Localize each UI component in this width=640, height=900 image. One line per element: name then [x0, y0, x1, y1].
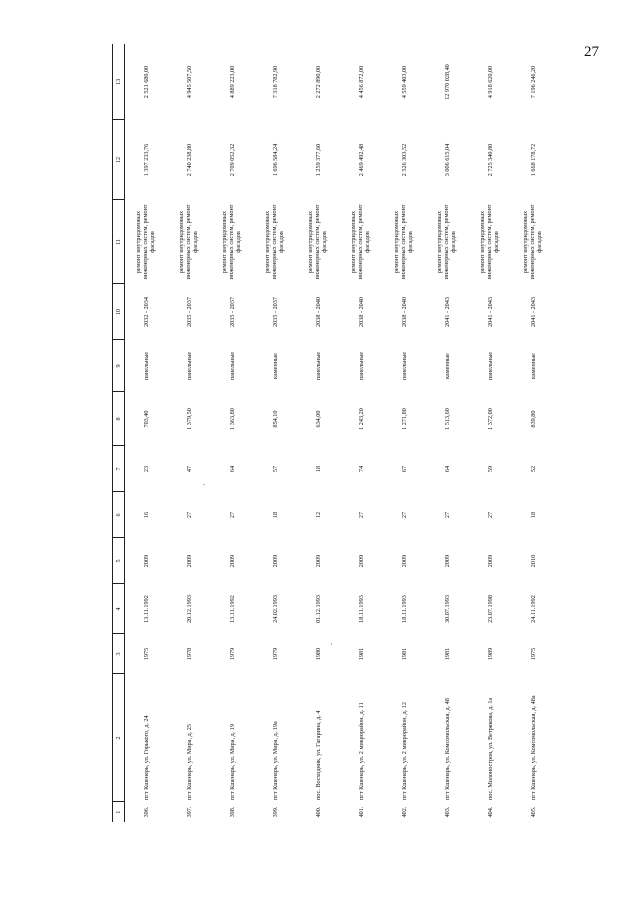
column-6-cell: 27 — [357, 511, 365, 519]
address-cell: пгт Кшенарь, ул. Мира, д. 19 — [228, 724, 236, 800]
column-6-cell: 27 — [443, 511, 451, 519]
year-cell: 2010 — [529, 554, 537, 568]
total-cost-cell: 12 970 028,40 — [443, 64, 451, 100]
repair-period-cell: 2041 - 2043 — [529, 297, 537, 327]
work-type-cell: ремонт внутридомовых инженерных систем, ремонт фасадов — [436, 204, 457, 280]
column-7-cell: 18 — [314, 465, 322, 473]
scan-speck: . — [203, 478, 205, 487]
year-cell: 2009 — [228, 554, 236, 568]
year-built-cell: 1979 — [271, 647, 279, 661]
address-cell: пгт Кшенарь, ул. Мира, д. 19а — [271, 721, 279, 800]
cost-cell: 1 259 377,60 — [314, 143, 322, 177]
wall-material-cell: каменные — [271, 353, 279, 379]
cost-cell: 2 526 303,52 — [400, 143, 408, 177]
year-built-cell: 1980 — [314, 647, 322, 661]
wall-material-cell: панельные — [314, 351, 322, 381]
year-built-cell: 1979 — [228, 647, 236, 661]
address-cell: пгт Кшенарь, ул. Комсомольская, д. 48 — [443, 698, 451, 800]
repair-period-cell: 2035 - 2037 — [185, 297, 193, 327]
year-built-cell: 1975 — [529, 647, 537, 661]
year-cell: 2009 — [185, 554, 193, 568]
column-7-cell: 52 — [529, 465, 537, 473]
cost-cell: 2 469 492,48 — [357, 143, 365, 177]
column-header-5: 5 — [113, 538, 125, 584]
wall-material-cell: каменные — [443, 353, 451, 379]
area-cell: 839,80 — [529, 410, 537, 428]
row-number: 402. — [400, 806, 408, 818]
date-cell: 23.07.1998 — [486, 595, 494, 623]
column-7-cell: 57 — [271, 465, 279, 473]
column-7-cell: 59 — [486, 465, 494, 473]
work-type-cell: ремонт внутридомовых инженерных систем, ремонт фасадов — [307, 204, 328, 280]
column-header-13: 13 — [113, 44, 125, 120]
column-header-9: 9 — [113, 340, 125, 392]
table-row — [211, 44, 254, 822]
column-6-cell: 18 — [271, 511, 279, 519]
table-row — [125, 44, 169, 822]
column-7-cell: 64 — [228, 465, 236, 473]
table-row — [426, 44, 469, 822]
work-type-cell: ремонт внутридомовых инженерных систем, ремонт фасадов — [178, 204, 199, 280]
column-6-cell: 27 — [486, 511, 494, 519]
year-built-cell: 1981 — [400, 647, 408, 661]
table-row — [340, 44, 383, 822]
address-cell: пос. Молоностроя, ул. Ветрякова, д. 1а — [486, 697, 494, 800]
total-cost-cell: 7 196 246,20 — [529, 65, 537, 99]
date-cell: 24.11.1992 — [529, 595, 537, 623]
address-cell: пгт Кшенарь, ул. Горького, д. 24 — [142, 715, 150, 800]
date-cell: 24.02.1993 — [271, 595, 279, 623]
year-cell: 2009 — [443, 554, 451, 568]
cost-cell: 2 740 238,80 — [185, 143, 193, 177]
wall-material-cell: панельные — [486, 351, 494, 381]
total-cost-cell: 4 918 620,00 — [486, 65, 494, 99]
wall-material-cell: панельные — [357, 351, 365, 381]
column-7-cell: 47 — [185, 465, 193, 473]
column-6-cell: 16 — [142, 511, 150, 519]
area-cell: 1 363,80 — [228, 408, 236, 430]
work-type-cell: ремонт внутридомовых инженерных систем, ремонт фасадов — [522, 204, 543, 280]
work-type-cell: ремонт внутридомовых инженерных систем, ремонт фасадов — [350, 204, 371, 280]
date-cell: 30.07.1993 — [443, 595, 451, 623]
year-built-cell: 1981 — [357, 647, 365, 661]
wall-material-cell: панельные — [185, 351, 193, 381]
scan-speck: · — [330, 640, 333, 649]
table-row — [383, 44, 426, 822]
repair-period-cell: 2035 - 2037 — [228, 297, 236, 327]
column-7-cell: 64 — [443, 465, 451, 473]
row-number: 400. — [314, 806, 322, 818]
area-cell: 854,10 — [271, 410, 279, 428]
row-number: 396. — [142, 806, 150, 818]
address-cell: пгт Кшенарь, ул. Мира, д. 25 — [185, 724, 193, 800]
area-cell: 1 379,50 — [185, 408, 193, 430]
column-header-8: 8 — [113, 392, 125, 446]
address-cell: пгт Кшенарь, ул. Комсомольская, д. 48а — [529, 695, 537, 800]
date-cell: 13.11.1992 — [228, 595, 236, 623]
year-built-cell: 1975 — [142, 647, 150, 661]
column-6-cell: 27 — [228, 511, 236, 519]
address-cell: пгт Кшенарь, ул. 2 микрорайон, д. 11 — [357, 702, 365, 800]
year-built-cell: 1989 — [486, 647, 494, 661]
total-cost-cell: 7 318 782,90 — [271, 65, 279, 99]
work-type-cell: ремонт внутридомовых инженерных систем, ремонт фасадов — [221, 204, 242, 280]
column-header-7: 7 — [113, 446, 125, 492]
year-cell: 2009 — [400, 554, 408, 568]
column-7-cell: 67 — [400, 465, 408, 473]
work-type-cell: ремонт внутридомовых инженерных систем, ремонт фасадов — [135, 204, 156, 280]
column-header-3: 3 — [113, 634, 125, 674]
row-number: 405. — [529, 806, 537, 818]
area-cell: 1 271,80 — [400, 408, 408, 430]
cost-cell: 1 397 233,76 — [142, 143, 150, 177]
housing-repair-table — [112, 44, 555, 822]
address-cell: пгт Кшенарь, ул. 2 микрорайон, д. 12 — [400, 702, 408, 800]
area-cell: 1 372,00 — [486, 408, 494, 430]
row-number: 401. — [357, 806, 365, 818]
table-row — [297, 44, 340, 822]
repair-period-cell: 2035 - 2037 — [271, 297, 279, 327]
cost-cell: 1 696 584,24 — [271, 143, 279, 177]
year-cell: 2009 — [314, 554, 322, 568]
wall-material-cell: панельные — [142, 351, 150, 381]
column-6-cell: 18 — [529, 511, 537, 519]
column-6-cell: 27 — [185, 511, 193, 519]
repair-period-cell: 2041 - 2043 — [486, 297, 494, 327]
repair-period-cell: 2038 - 2040 — [314, 297, 322, 327]
cost-cell: 2 725 340,80 — [486, 143, 494, 177]
column-header-6: 6 — [113, 492, 125, 538]
table-body — [125, 44, 556, 822]
row-number: 398. — [228, 806, 236, 818]
date-cell: 20.12.1993 — [185, 595, 193, 623]
work-type-cell: ремонт внутридомовых инженерных систем, ремонт фасадов — [479, 204, 500, 280]
cost-cell: 3 006 615,04 — [443, 143, 451, 177]
repair-period-cell: 2038 - 2040 — [357, 297, 365, 327]
total-cost-cell: 2 272 890,00 — [314, 65, 322, 99]
table-row — [168, 44, 211, 822]
column-header-10: 10 — [113, 284, 125, 340]
column-7-cell: 23 — [142, 465, 150, 473]
column-header-11: 11 — [113, 200, 125, 284]
wall-material-cell: каменные — [529, 353, 537, 379]
page-number: 27 — [584, 44, 599, 60]
work-type-cell: ремонт внутридомовых инженерных систем, ремонт фасадов — [393, 204, 414, 280]
year-cell: 2009 — [142, 554, 150, 568]
area-cell: 703,40 — [142, 410, 150, 428]
column-number-row — [113, 44, 125, 822]
column-7-cell: 74 — [357, 465, 365, 473]
wall-material-cell: панельные — [400, 351, 408, 381]
repair-period-cell: 2041 - 2043 — [443, 297, 451, 327]
date-cell: 18.11.1993 — [357, 595, 365, 623]
column-header-4: 4 — [113, 584, 125, 634]
row-number: 397. — [185, 806, 193, 818]
row-number: 403. — [443, 806, 451, 818]
rotated-table-container — [112, 44, 543, 822]
repair-period-cell: 2032 - 2034 — [142, 297, 150, 327]
total-cost-cell: 4 889 223,00 — [228, 65, 236, 99]
total-cost-cell: 4 945 507,50 — [185, 65, 193, 99]
row-number: 404. — [486, 806, 494, 818]
column-header-12: 12 — [113, 120, 125, 200]
total-cost-cell: 2 521 680,00 — [142, 65, 150, 99]
area-cell: 634,00 — [314, 410, 322, 428]
cost-cell: 1 668 178,72 — [529, 143, 537, 177]
column-6-cell: 27 — [400, 511, 408, 519]
table-row — [512, 44, 555, 822]
wall-material-cell: панельные — [228, 351, 236, 381]
area-cell: 1 513,60 — [443, 408, 451, 430]
total-cost-cell: 4 559 403,00 — [400, 65, 408, 99]
table-row — [254, 44, 297, 822]
cost-cell: 2 709 052,32 — [228, 143, 236, 177]
year-cell: 2009 — [271, 554, 279, 568]
year-cell: 2009 — [486, 554, 494, 568]
date-cell: 13.11.1992 — [142, 595, 150, 623]
date-cell: 01.12.1993 — [314, 595, 322, 623]
year-cell: 2009 — [357, 554, 365, 568]
date-cell: 18.11.1993 — [400, 595, 408, 623]
column-header-1: 1 — [113, 802, 125, 822]
area-cell: 1 243,20 — [357, 408, 365, 430]
work-type-cell: ремонт внутридомовых инженерных систем, ремонт фасадов — [264, 204, 285, 280]
year-built-cell: 1981 — [443, 647, 451, 661]
column-6-cell: 12 — [314, 511, 322, 519]
total-cost-cell: 4 456 872,00 — [357, 65, 365, 99]
year-built-cell: 1978 — [185, 647, 193, 661]
address-cell: пос. Восходник, ул. Гагарина, д. 4 — [314, 710, 322, 800]
table-row — [469, 44, 512, 822]
row-number: 399. — [271, 806, 279, 818]
column-header-2: 2 — [113, 674, 125, 802]
repair-period-cell: 2038 - 2040 — [400, 297, 408, 327]
